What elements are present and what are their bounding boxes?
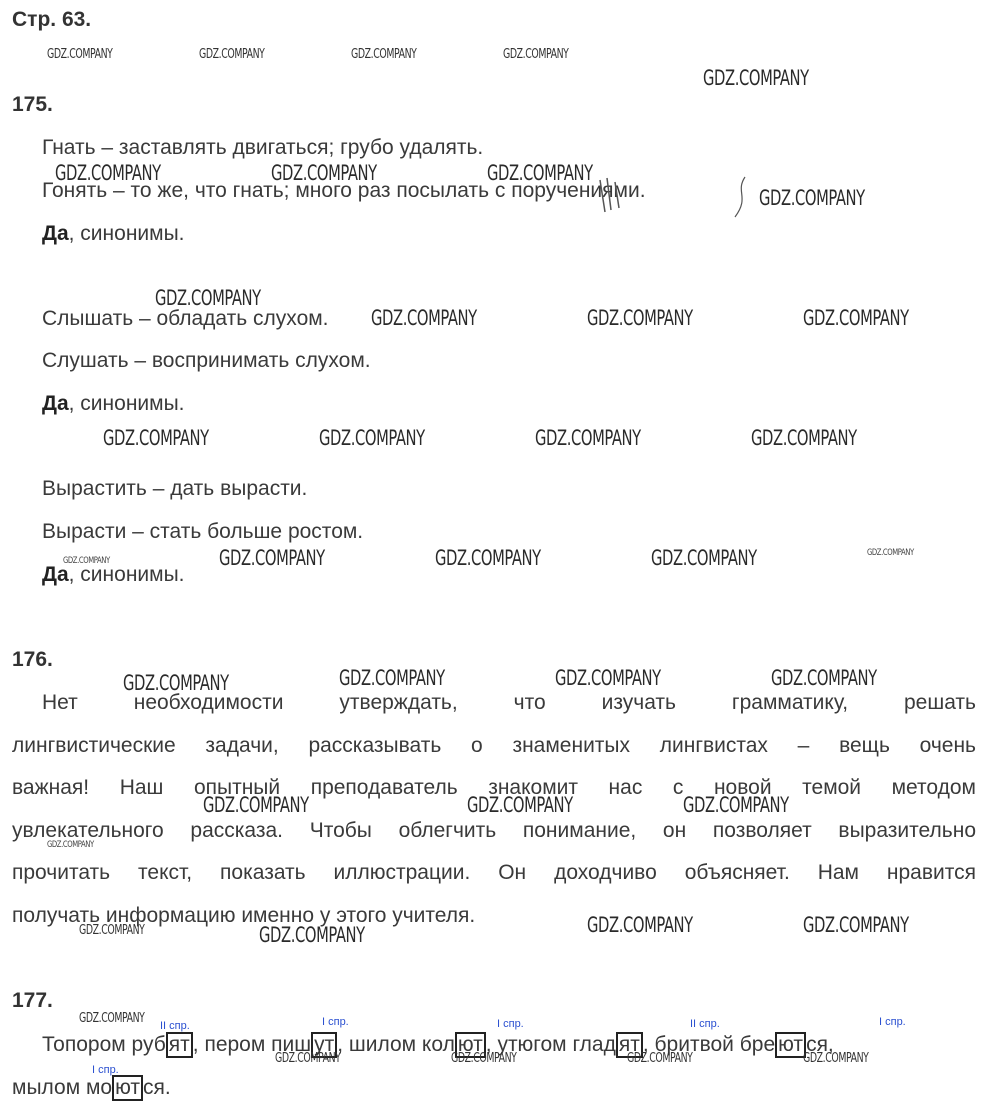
definition-line: Слушать – воспринимать слухом. bbox=[42, 349, 371, 372]
phrase-punct: , bbox=[337, 1033, 344, 1056]
watermark: GDZ.COMPANY bbox=[79, 1011, 145, 1026]
page-title: Стр. 63. bbox=[12, 8, 92, 31]
watermark: GDZ.COMPANY bbox=[751, 426, 857, 450]
scribble-mark bbox=[595, 172, 770, 222]
watermark: GDZ.COMPANY bbox=[683, 793, 789, 817]
watermark: GDZ.COMPANY bbox=[63, 556, 110, 566]
phrase-punct: ся, bbox=[806, 1033, 834, 1056]
paragraph-line: важная! Наш опытный преподаватель знакомит нас с новой темой методом bbox=[12, 776, 976, 799]
answer-line bbox=[42, 222, 185, 246]
conjugation-label: I спр. bbox=[879, 1016, 906, 1028]
watermark: GDZ.COMPANY bbox=[155, 286, 261, 310]
watermark: GDZ.COMPANY bbox=[503, 47, 569, 62]
watermark: GDZ.COMPANY bbox=[259, 923, 365, 947]
watermark: GDZ.COMPANY bbox=[319, 426, 425, 450]
phrase-punct: , bbox=[485, 1033, 492, 1056]
watermark: GDZ.COMPANY bbox=[55, 161, 161, 185]
watermark: GDZ.COMPANY bbox=[435, 546, 541, 570]
watermark: GDZ.COMPANY bbox=[771, 666, 877, 690]
watermark: GDZ.COMPANY bbox=[371, 306, 477, 330]
answer-rest: , синонимы. bbox=[68, 222, 185, 245]
answer-bold: Да bbox=[42, 563, 69, 586]
definition-line: Гонять – то же, что гнать; много раз посылать с поручениями. bbox=[42, 179, 646, 202]
watermark: GDZ.COMPANY bbox=[47, 840, 94, 850]
answer-rest: , синонимы. bbox=[68, 563, 185, 586]
phrase-punct: , bbox=[192, 1033, 199, 1056]
verb-ending-box: ют bbox=[112, 1075, 143, 1101]
watermark: GDZ.COMPANY bbox=[271, 161, 377, 185]
answer-rest: , синонимы. bbox=[68, 392, 185, 415]
paragraph-line: увлекательного рассказа. Чтобы облегчить понимание, он позволяет выразительно bbox=[12, 819, 976, 842]
watermark: GDZ.COMPANY bbox=[339, 666, 445, 690]
watermark: GDZ.COMPANY bbox=[627, 1051, 693, 1066]
task-number-177: 177. bbox=[12, 989, 53, 1012]
answer-line bbox=[42, 392, 185, 416]
watermark: GDZ.COMPANY bbox=[79, 923, 145, 938]
watermark: GDZ.COMPANY bbox=[451, 1051, 517, 1066]
watermark: GDZ.COMPANY bbox=[123, 671, 229, 695]
task-number-175: 175. bbox=[12, 93, 53, 116]
watermark: GDZ.COMPANY bbox=[199, 47, 265, 62]
verb-ending-box: ят bbox=[166, 1032, 193, 1058]
conjugation-label: II спр. bbox=[160, 1020, 190, 1032]
watermark: GDZ.COMPANY bbox=[555, 666, 661, 690]
definition-line: Гнать – заставлять двигаться; грубо удалять. bbox=[42, 136, 484, 159]
watermark: GDZ.COMPANY bbox=[803, 1051, 869, 1066]
watermark: GDZ.COMPANY bbox=[47, 47, 113, 62]
watermark: GDZ.COMPANY bbox=[587, 913, 693, 937]
phrase-punct: ся. bbox=[143, 1076, 171, 1099]
watermark: GDZ.COMPANY bbox=[535, 426, 641, 450]
paragraph-line: лингвистические задачи, рассказывать о знаменитых лингвистах – вещь очень bbox=[12, 734, 976, 757]
conjugation-line bbox=[12, 1075, 171, 1101]
phrase: шилом кол bbox=[348, 1033, 455, 1056]
watermark: GDZ.COMPANY bbox=[867, 548, 914, 558]
watermark: GDZ.COMPANY bbox=[103, 426, 209, 450]
watermark: GDZ.COMPANY bbox=[487, 161, 593, 185]
answer-line bbox=[42, 563, 185, 587]
watermark: GDZ.COMPANY bbox=[351, 47, 417, 62]
conjugation-label: I спр. bbox=[497, 1018, 524, 1030]
conjugation-label: II спр. bbox=[690, 1018, 720, 1030]
phrase: мылом мо bbox=[12, 1076, 113, 1099]
watermark: GDZ.COMPANY bbox=[203, 793, 309, 817]
phrase-punct: , bbox=[642, 1033, 649, 1056]
phrase: утюгом глад bbox=[497, 1033, 616, 1056]
answer-bold: Да bbox=[42, 392, 69, 415]
phrase: бритвой бре bbox=[654, 1033, 776, 1056]
watermark: GDZ.COMPANY bbox=[703, 66, 809, 90]
watermark: GDZ.COMPANY bbox=[587, 306, 693, 330]
phrase: пером пиш bbox=[204, 1033, 312, 1056]
watermark: GDZ.COMPANY bbox=[219, 546, 325, 570]
conjugation-label: I спр. bbox=[92, 1064, 119, 1076]
watermark: GDZ.COMPANY bbox=[467, 793, 573, 817]
paragraph-line: Нет необходимости утверждать, что изучать грамматику, решать bbox=[42, 691, 976, 714]
definition-line: Слышать – обладать слухом. bbox=[42, 307, 329, 330]
definition-line: Вырасти – стать больше ростом. bbox=[42, 520, 364, 543]
paragraph-line: получать информацию именно у этого учителя. bbox=[12, 904, 476, 927]
conjugation-label: I спр. bbox=[322, 1016, 349, 1028]
watermark: GDZ.COMPANY bbox=[275, 1051, 341, 1066]
verb-ending-box: ют bbox=[775, 1032, 806, 1058]
phrase: Топором руб bbox=[42, 1033, 166, 1056]
definition-line: Вырастить – дать вырасти. bbox=[42, 477, 308, 500]
watermark: GDZ.COMPANY bbox=[759, 186, 865, 210]
conjugation-line bbox=[42, 1032, 834, 1058]
verb-ending-box: ят bbox=[616, 1032, 643, 1058]
verb-ending-box: ут bbox=[311, 1032, 337, 1058]
verb-ending-box: ют bbox=[455, 1032, 486, 1058]
watermark: GDZ.COMPANY bbox=[803, 306, 909, 330]
answer-bold: Да bbox=[42, 222, 69, 245]
watermark: GDZ.COMPANY bbox=[803, 913, 909, 937]
paragraph-line: прочитать текст, показать иллюстрации. Он доходчиво объясняет. Нам нравится bbox=[12, 861, 976, 884]
task-number-176: 176. bbox=[12, 648, 53, 671]
watermark: GDZ.COMPANY bbox=[651, 546, 757, 570]
